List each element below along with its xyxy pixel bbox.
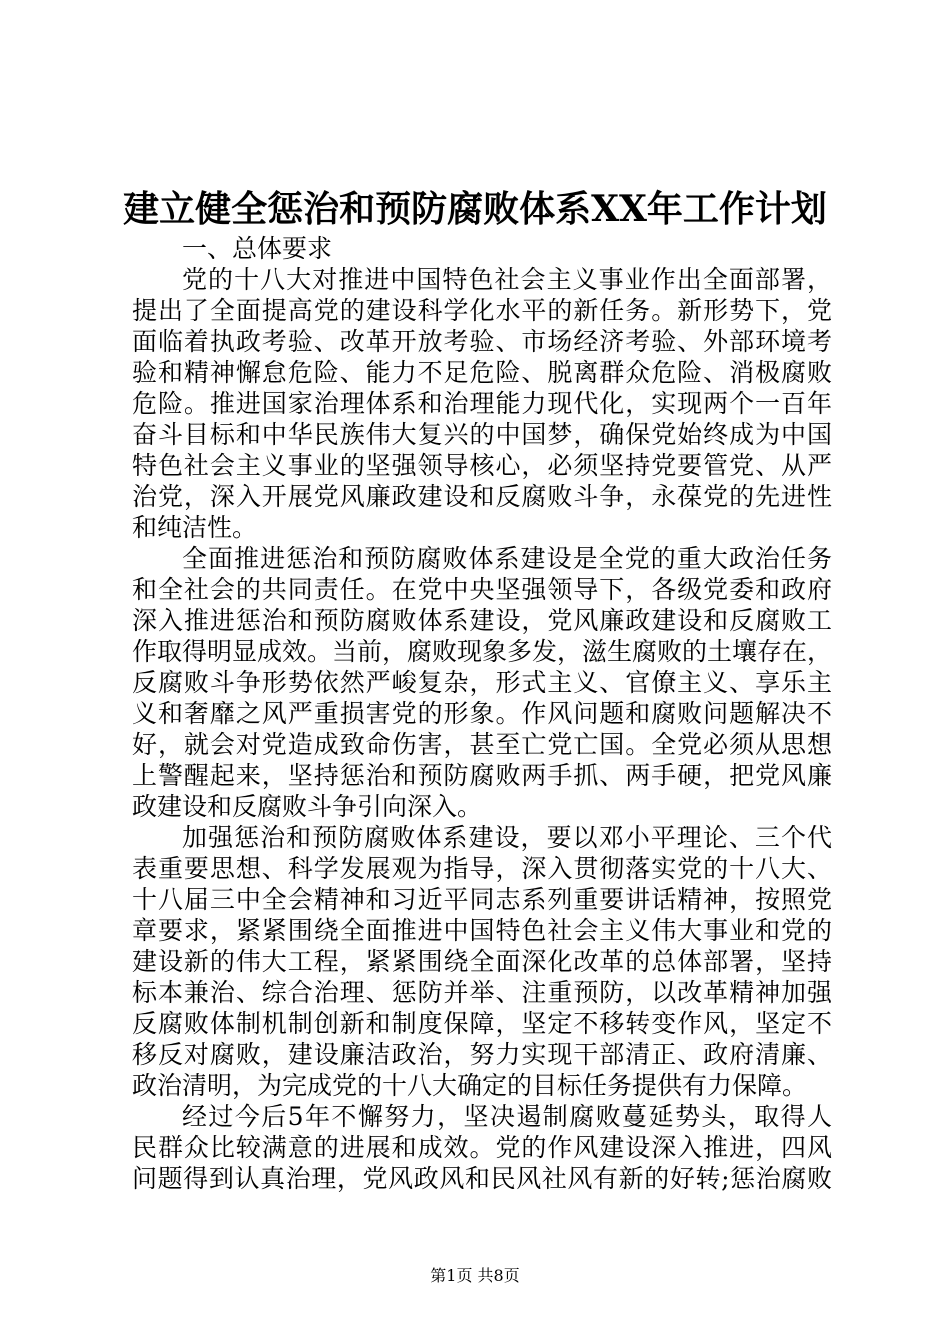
text-line: 章要求，紧紧围绕全面推进中国特色社会主义伟大事业和党的 — [132, 916, 832, 945]
text-line: 奋斗目标和中华民族伟大复兴的中国梦，确保党始终成为中国 — [132, 420, 832, 449]
text-line: 十八届三中全会精神和习近平同志系列重要讲话精神，按照党 — [132, 885, 832, 914]
text-line: 民群众比较满意的进展和成效。党的作风建设深入推进，四风 — [132, 1133, 832, 1162]
text-line: 作取得明显成效。当前，腐败现象多发，滋生腐败的土壤存在， — [132, 637, 833, 666]
text-line: 上警醒起来，坚持惩治和预防腐败两手抓、两手硬，把党风廉 — [132, 761, 832, 790]
text-line: 一、总体要求 — [182, 234, 333, 263]
text-line: 好，就会对党造成致命伤害，甚至亡党亡国。全党必须从思想 — [132, 730, 832, 759]
text-line: 反腐败体制机制创新和制度保障，坚定不移转变作风，坚定不 — [132, 1009, 832, 1038]
text-line: 全面推进惩治和预防腐败体系建设是全党的重大政治任务 — [182, 544, 832, 573]
text-line: 党的十八大对推进中国特色社会主义事业作出全面部署， — [182, 265, 832, 294]
text-line: 反腐败斗争形势依然严峻复杂，形式主义、官僚主义、享乐主 — [132, 668, 832, 697]
text-line: 政治清明，为完成党的十八大确定的目标任务提供有力保障。 — [132, 1071, 808, 1100]
text-line: 和纯洁性。 — [132, 513, 258, 542]
text-line: 加强惩治和预防腐败体系建设，要以邓小平理论、三个代 — [182, 823, 832, 852]
text-line: 移反对腐败，建设廉洁政治，努力实现干部清正、政府清廉、 — [132, 1040, 832, 1069]
text-line: 政建设和反腐败斗争引向深入。 — [132, 792, 483, 821]
text-line: 问题得到认真治理，党风政风和民风社风有新的好转;惩治腐败 — [132, 1164, 832, 1193]
text-line: 建设新的伟大工程，紧紧围绕全面深化改革的总体部署，坚持 — [132, 947, 832, 976]
text-line: 验和精神懈怠危险、能力不足危险、脱离群众危险、消极腐败 — [132, 358, 832, 387]
text-line: 提出了全面提高党的建设科学化水平的新任务。新形势下，党 — [132, 296, 832, 325]
text-line: 经过今后5年不懈努力，坚决遏制腐败蔓延势头，取得人 — [182, 1102, 832, 1131]
text-line: 标本兼治、综合治理、惩防并举、注重预防，以改革精神加强 — [132, 978, 832, 1007]
page-footer: 第1页 共8页 — [430, 1266, 520, 1285]
text-line: 治党，深入开展党风廉政建设和反腐败斗争，永葆党的先进性 — [132, 482, 832, 511]
document-title: 建立健全惩治和预防腐败体系XX年工作计划 — [123, 188, 827, 230]
text-line: 和全社会的共同责任。在党中央坚强领导下，各级党委和政府 — [132, 575, 832, 604]
text-line: 面临着执政考验、改革开放考验、市场经济考验、外部环境考 — [132, 327, 832, 356]
text-line: 表重要思想、科学发展观为指导，深入贯彻落实党的十八大、 — [132, 854, 832, 883]
text-line: 特色社会主义事业的坚强领导核心，必须坚持党要管党、从严 — [132, 451, 832, 480]
text-line: 深入推进惩治和预防腐败体系建设，党风廉政建设和反腐败工 — [132, 606, 832, 635]
text-line: 危险。推进国家治理体系和治理能力现代化，实现两个一百年 — [132, 389, 832, 418]
document-body — [132, 233, 832, 1194]
text-line: 义和奢靡之风严重损害党的形象。作风问题和腐败问题解决不 — [132, 699, 832, 728]
